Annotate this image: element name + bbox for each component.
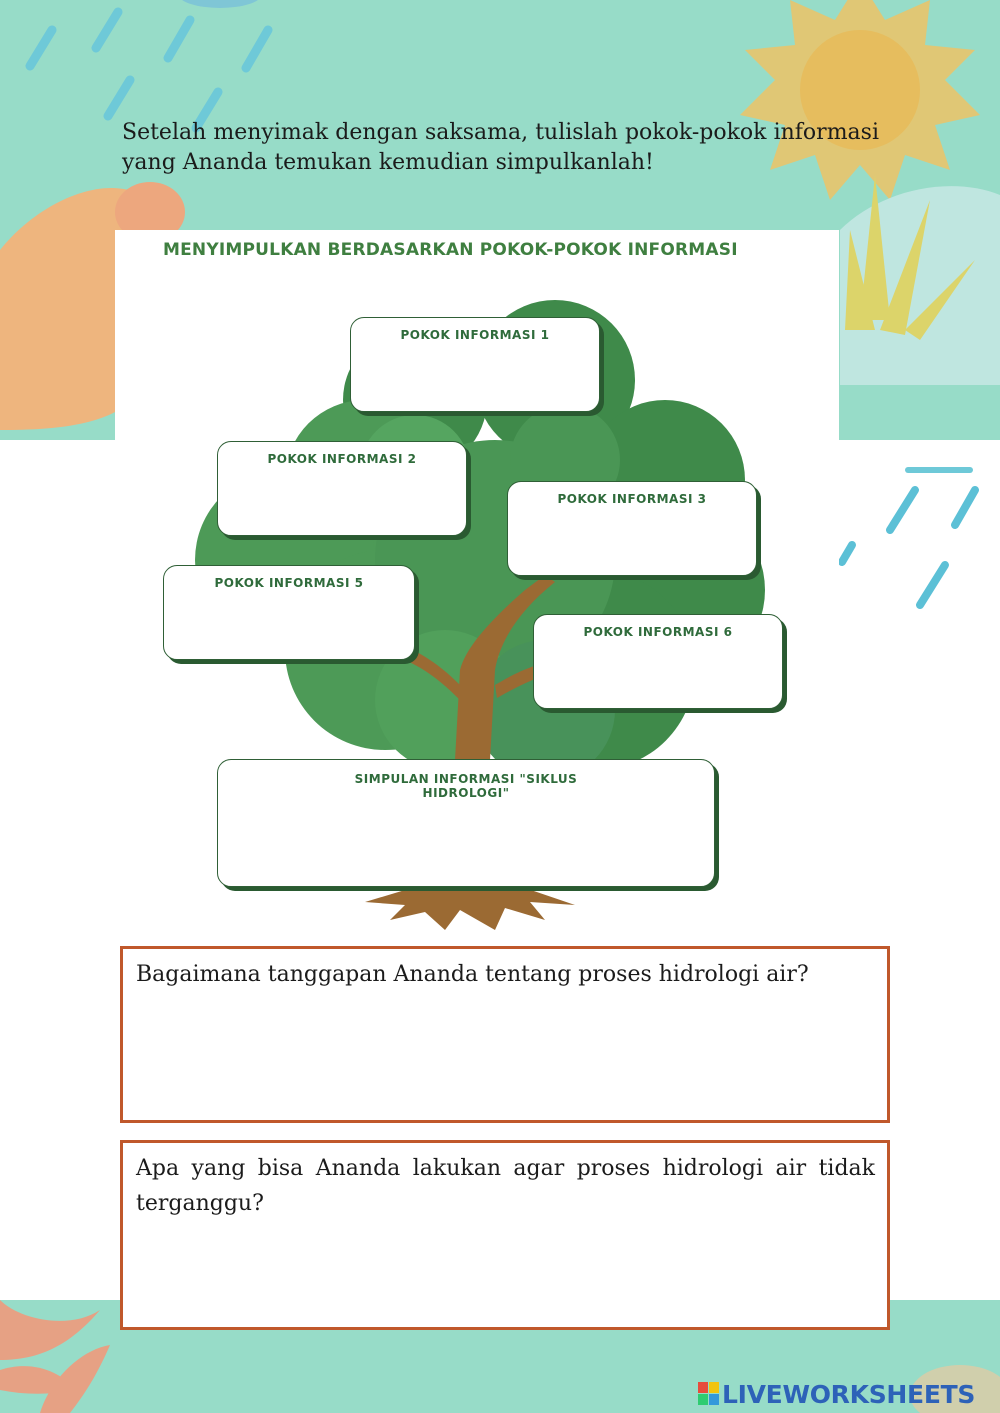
question-box-2: [120, 1140, 890, 1330]
info-box-6-input[interactable]: [544, 645, 771, 687]
info-box-label: POKOK INFORMASI 2: [267, 452, 417, 466]
liveworksheets-logo-icon: [698, 1382, 720, 1406]
rain-drops-icon: [30, 12, 268, 128]
info-box-1: [350, 317, 600, 412]
question-box-1: [120, 946, 890, 1123]
worksheet-card: [115, 230, 839, 940]
info-box-label: POKOK INFORMASI 1: [400, 328, 550, 342]
liveworksheets-brand[interactable]: [698, 1378, 975, 1410]
worksheet-title: MENYIMPULKAN BERDASARKAN POKOK-POKOK INFORMASI: [163, 240, 738, 260]
info-box-label: POKOK INFORMASI 3: [557, 492, 707, 506]
info-box-3-input[interactable]: [518, 512, 745, 554]
palm-leaf-icon: [0, 1300, 110, 1413]
summary-input[interactable]: [241, 806, 691, 880]
rain-drops-right-icon: [842, 490, 975, 605]
summary-label: SIMPULAN INFORMASI "SIKLUS HIDROLOGI": [354, 772, 578, 800]
info-box-5-input[interactable]: [175, 596, 404, 638]
question-text: Bagaimana tanggapan Ananda tentang proses hidrologi air?: [136, 962, 809, 987]
answer-input-1[interactable]: [136, 996, 878, 1090]
info-box-label: POKOK INFORMASI 5: [214, 576, 364, 590]
info-box-3: [507, 481, 757, 576]
info-box-2-input[interactable]: [228, 472, 455, 514]
info-box-6: [533, 614, 783, 709]
info-box-1-input[interactable]: [361, 348, 588, 390]
answer-input-2[interactable]: [136, 1225, 878, 1319]
instruction-text: Setelah menyimak dengan saksama, tulislah pokok-pokok informasi yang Ananda temukan kemudian simpulkanlah!: [122, 120, 879, 175]
info-box-2: [217, 441, 467, 536]
info-box-label: POKOK INFORMASI 6: [583, 625, 733, 639]
question-text: Apa yang bisa Ananda lakukan agar proses hidrologi air tidak terganggu?: [136, 1156, 875, 1216]
brand-name: LIVEWORKSHEETS: [722, 1379, 976, 1409]
summary-box: [217, 759, 715, 887]
info-box-5: [163, 565, 415, 660]
